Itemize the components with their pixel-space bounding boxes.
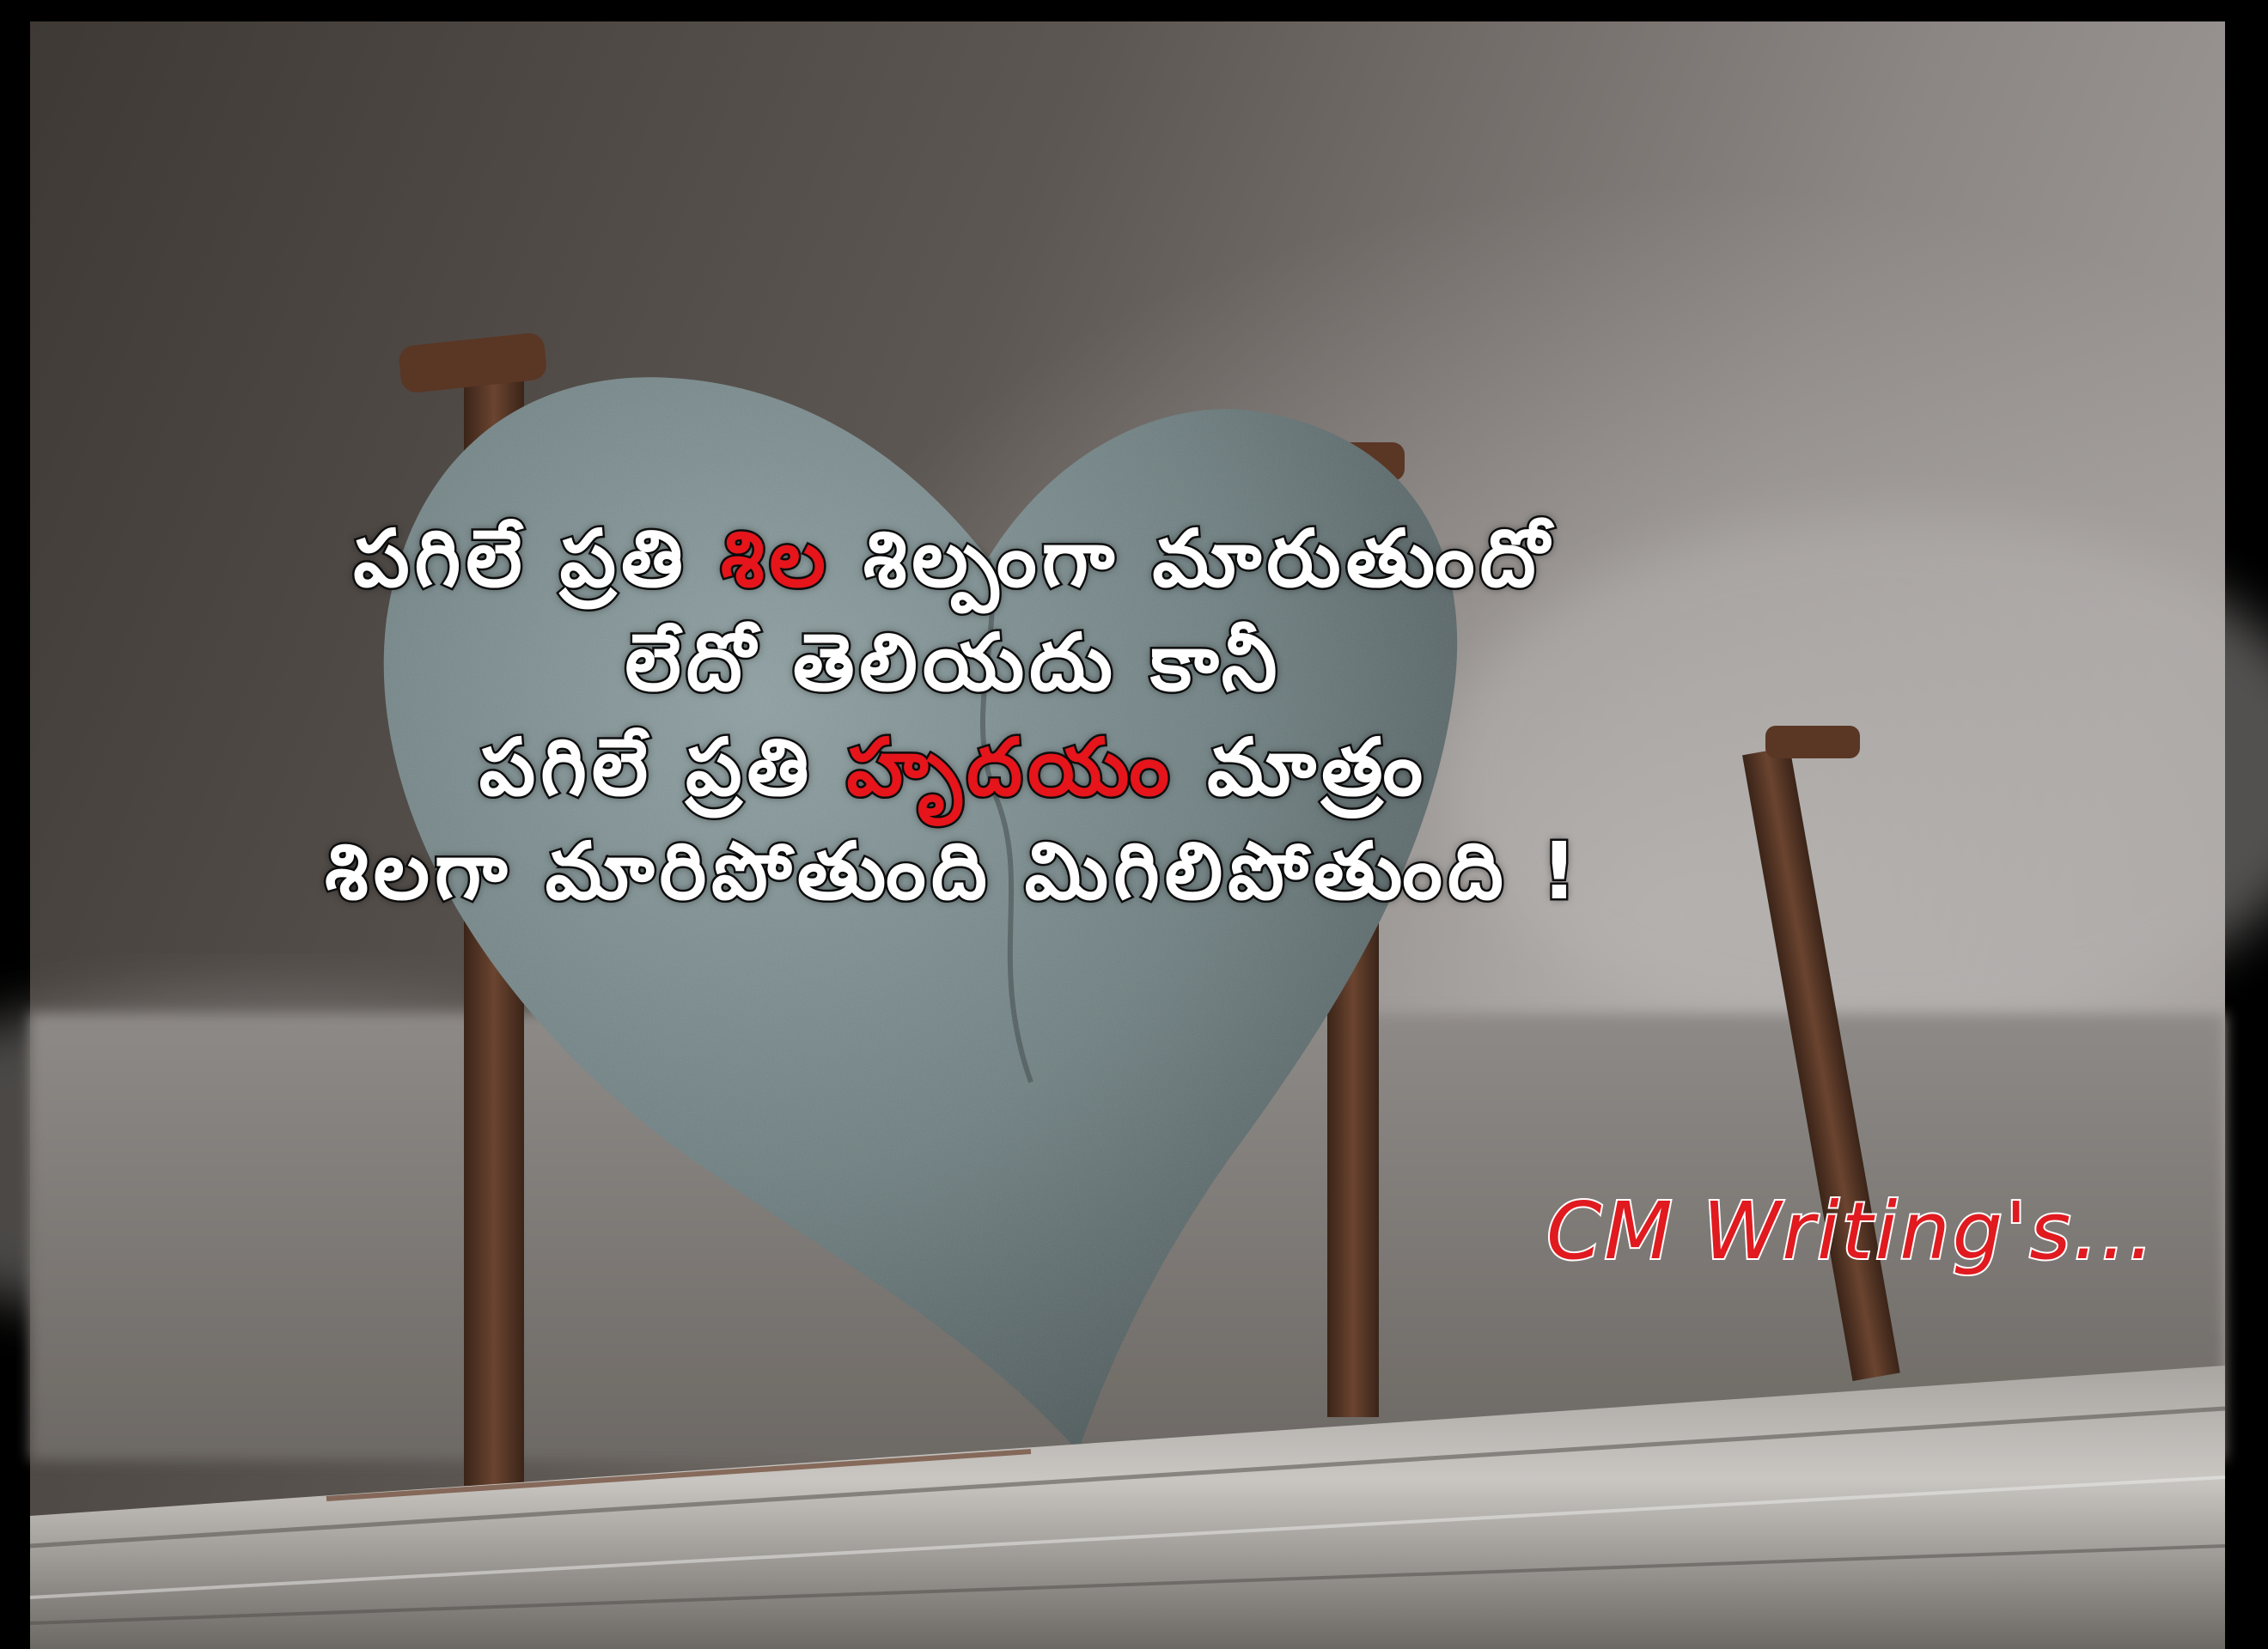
quote-line-2: లేదో తెలియదు కానీ — [625, 617, 1283, 709]
quote-line-3 — [215, 715, 1692, 819]
quote-line-3-start: పగిలే ప్రతి — [479, 721, 847, 813]
quote-text — [215, 507, 1692, 924]
quote-highlight-hrudayam: హృదయం — [846, 721, 1175, 813]
quote-line-1-end: శిల్పంగా మారుతుందో — [830, 513, 1554, 605]
quote-line-3-end: మాత్రం — [1174, 721, 1429, 813]
quote-line-1 — [215, 507, 1692, 611]
quote-line-1-start: పగిలే ప్రతి — [353, 513, 721, 605]
quote-line-4: శిలగా మారిపోతుంది మిగిలిపోతుంది ! — [325, 825, 1582, 918]
quote-highlight-shila: శిల — [720, 513, 831, 605]
signature-watermark: CM Writing's... — [1546, 1185, 2156, 1277]
